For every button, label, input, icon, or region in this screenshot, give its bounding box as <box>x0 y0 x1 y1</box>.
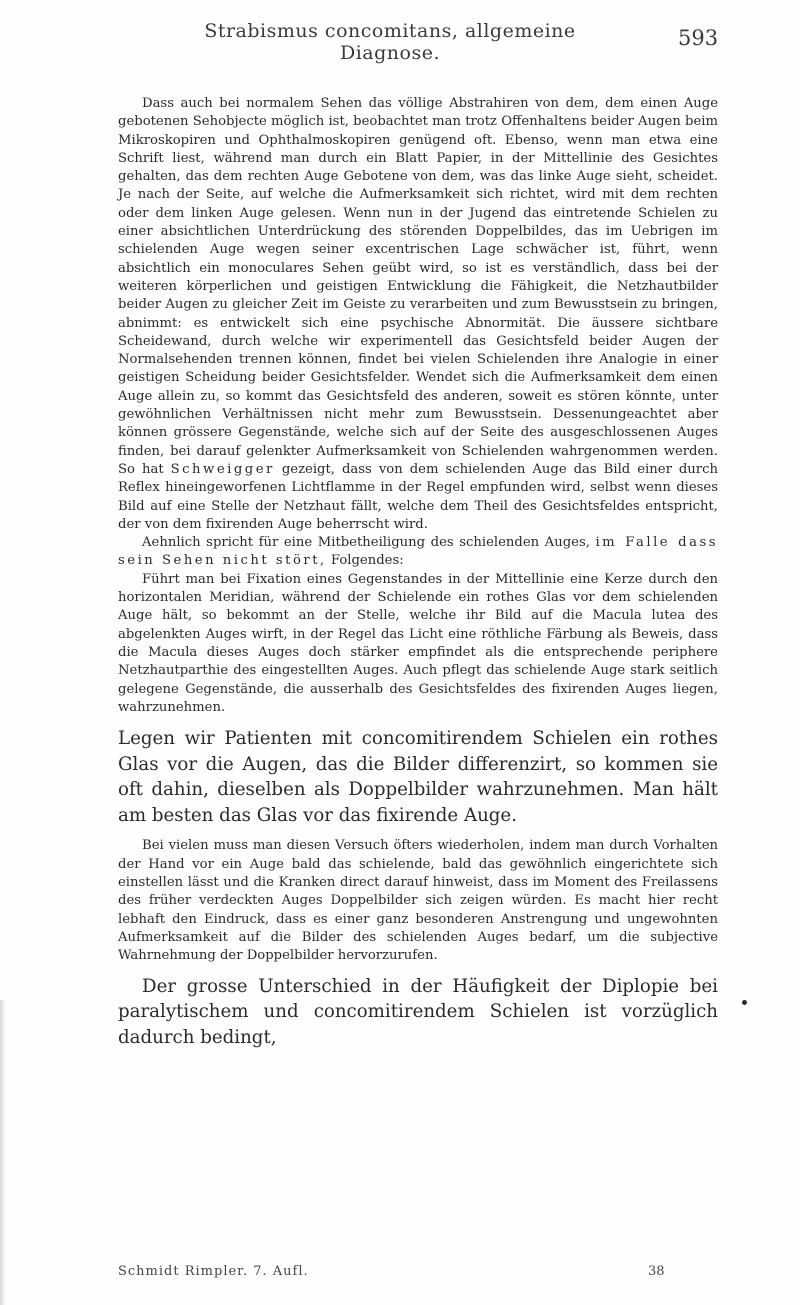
running-title: Strabismus concomitans, allgemeine Diagnose. <box>204 20 576 64</box>
paragraph-2-end: Folgendes: <box>330 553 404 569</box>
paragraph-1-text: Dass auch bei normalem Sehen das völlige Abstrahiren von dem, dem einen Auge gebotenen Sehobjecte möglich ist, beobachtet man trotz Offenhaltens beider Augen beim Mikroskopiren und Ophthalmoskopiren genügend oft. Ebenso, wenn man etwa eine Schrift liest, während man durch ein Blatt Papier, in der Mittellinie des Gesichtes gehalten, das dem rechten Auge Gebotene von dem, was das linke Auge sieht, scheidet. Je nach der Seite, auf welche die Aufmerksamkeit sich richtet, wird mit dem rechten oder dem linken Auge gelesen. Wenn nun in der Jugend das eintretende Schielen zu einer absichtlichen Unterdrückung des störenden Doppelbildes, das im Uebrigen im schielenden Auge wegen seiner excentrischen Lage schwächer ist, führt, wenn absichtlich ein monoculares Sehen geübt wird, so ist es verständlich, dass bei der weiteren körperlichen und geistigen Entwicklung die Fähigkeit, die Netzhautbilder beider Augen zu gleicher Zeit im Geiste zu verarbeiten und zum Bewusstsein zu bringen, abnimmt: es entwickelt sich eine psychische Abnormität. Die äussere sichtbare Scheidewand, durch welche wir experimentell das Gesichtsfeld beider Augen der Normalsehenden trennen können, findet bei vielen Schielenden ihre Analogie in einer geistigen Scheidung beider Gesichtsfelder. Wendet sich die Aufmerksamkeit dem einen Auge allein zu, so kommt das Gesichtsfeld des anderen, soweit es stören könnte, unter gewöhnlichen Verhältnissen nicht mehr zum Bewusstsein. Dessenungeachtet aber können grössere Gegenstände, welche sich auf der Seite des ausgeschlossenen Auges finden, bei darauf gelenkter Aufmerksamkeit von Schielenden wahrgenommen werden. So hat <box>118 96 718 477</box>
running-head <box>0 20 800 64</box>
page-edge-shadow <box>0 1000 6 1305</box>
paragraph-2-text: Aehnlich spricht für eine Mitbetheiligung des schielenden Auges, <box>142 535 590 551</box>
main-text <box>118 95 718 1050</box>
paragraph-3: Führt man bei Fixation eines Gegenstandes in der Mittellinie eine Kerze durch den horizontalen Meridian, während der Schielende ein rothes Glas vor dem schielenden Auge hält, so bekommt an der Stelle, welche ihr Bild auf die Macula lutea des abgelenkten Auges wirft, in der Regel das Licht eine röthliche Färbung als Beweis, dass die Macula dieses Auges doch stärker empfindet als die entsprechende periphere Netzhautparthie des eingestellten Auges. Auch pflegt das schielende Auge stark seitlich gelegene Gegenstände, die ausserhalb des Gesichtsfeldes des fixirenden Auges liegen, wahrzunehmen. <box>118 571 718 715</box>
paragraph-1-continuation: gezeigt, dass von dem schielenden Auge das Bild einer durch Reflex hineingeworfenen Lichtflamme in der Regel empfunden wird, selbst wenn dieses Bild auf eine Stelle der Netzhaut fällt, welche dem Theil des Gesichtsfeldes entspricht, der von dem fixirenden Auge beherrscht wird. <box>118 461 718 532</box>
paragraph-2 <box>118 534 718 571</box>
margin-dot-mark <box>742 1000 747 1005</box>
paragraph-1 <box>118 95 718 534</box>
paragraph-6-large-print: Der grosse Unterschied in der Häufigkeit der Diplopie bei paralytischem und concomitirendem Schielen ist vorzüglich dadurch bedingt, <box>118 975 718 1048</box>
page-number: 593 <box>678 26 719 50</box>
footer-imprint: Schmidt Rimpler. 7. Aufl. <box>118 1264 309 1279</box>
paragraph-4-large-print: Legen wir Patienten mit concomitirendem Schielen ein rothes Glas vor die Augen, das die Bilder differenzirt, so kommen sie oft dahin, dieselben als Doppelbilder wahrzunehmen. Man hält am besten das Glas vor das fixirende Auge. <box>118 728 718 826</box>
paragraph-2-emphasis: im Falle dass sein Sehen nicht stört, <box>118 535 718 569</box>
paragraph-5: Bei vielen muss man diesen Versuch öfters wiederholen, indem man durch Vorhalten der Hand vor ein Auge bald das schielende, bald das gewöhnlich eingerichtete sich einstellen lässt und die Kranken direct darauf hinweist, dass im Moment des Freilassens des früher verdeckten Auges Doppelbilder sich zeigen würden. Es macht hier recht lebhaft den Eindruck, dass es einer ganz besonderen Anstrengung und ungewohnten Aufmerksamkeit auf die Bilder des schielenden Auges bedarf, um die subjective Wahrnehmung der Doppelbilder hervorzurufen. <box>118 838 718 964</box>
footer-signature: 38 <box>648 1264 665 1279</box>
author-name-schweigger: Schweigger <box>170 461 275 477</box>
